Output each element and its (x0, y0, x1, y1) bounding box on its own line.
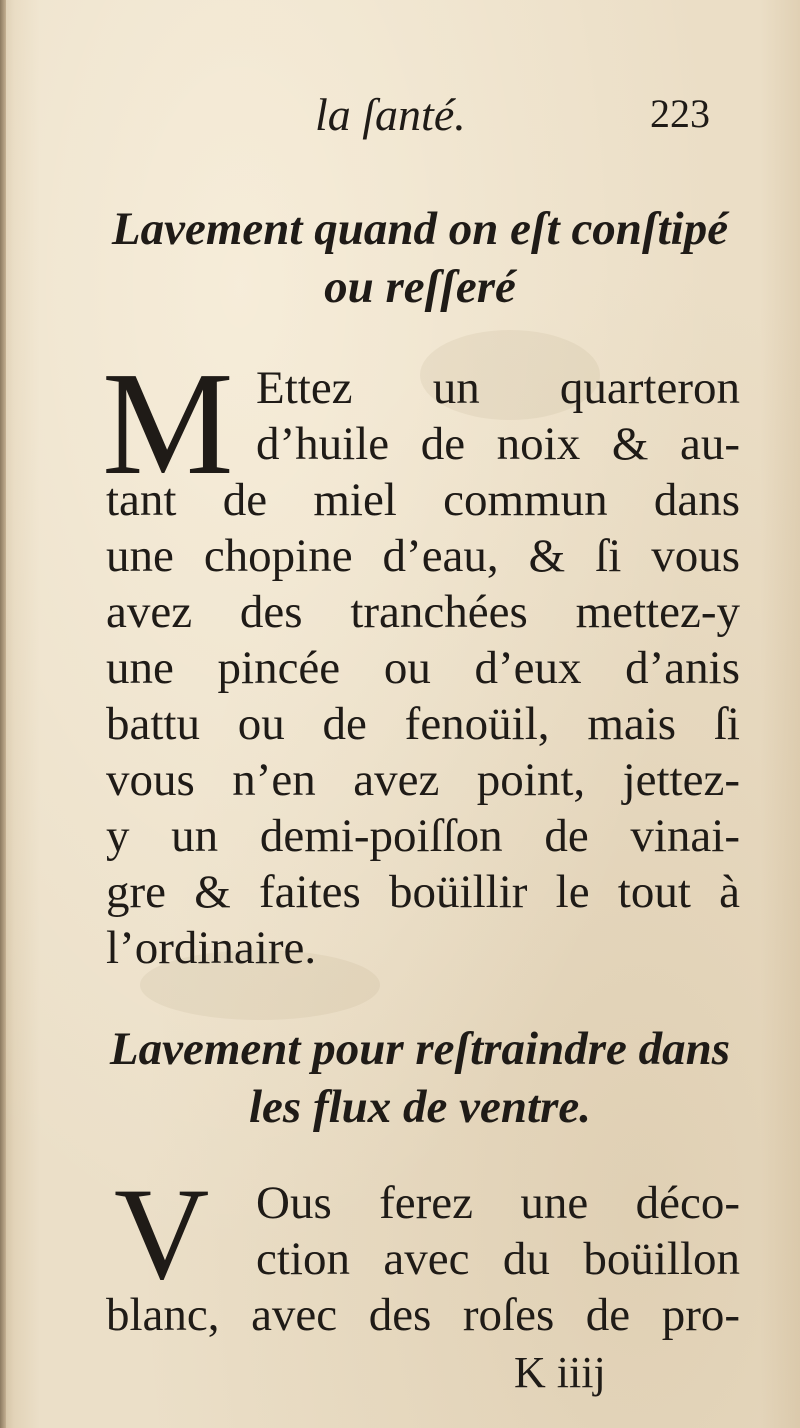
section-heading-constipation (100, 200, 740, 316)
heading-line: Lavement quand on eſt conſtipé (111, 203, 729, 255)
running-head-title: la ſanté. (315, 89, 466, 140)
text-line: une chopine d’eau, & ſi vous (106, 530, 740, 582)
page-number: 223 (650, 91, 710, 136)
text-line: tant de miel commun dans (106, 474, 740, 526)
text-line: y un demi-poiſſon de vinai- (106, 810, 740, 862)
heading-line: Lavement pour reſtraindre dans (109, 1023, 731, 1075)
heading-line: ou reſſeré (324, 261, 516, 313)
text-line: avez des tranchées mettez-y (106, 586, 740, 638)
binding-edge (0, 0, 6, 1428)
drop-cap: M (102, 342, 234, 506)
text-line: une pincée ou d’eux d’anis (106, 642, 740, 694)
text-line: blanc, avec des roſes de pro- (106, 1289, 740, 1341)
text-line: vous n’en avez point, jettez- (106, 754, 740, 806)
text-line: ction avec du boüillon (256, 1233, 740, 1285)
section-heading-flux (100, 1020, 740, 1136)
text-line: battu ou de fenoüil, mais ſi (106, 698, 740, 750)
paragraph-constipation (106, 360, 740, 976)
text-line: d’huile de noix & au- (256, 418, 740, 470)
drop-cap: V (114, 1160, 210, 1307)
heading-line: les flux de ventre. (249, 1081, 591, 1133)
text-line: Ous ferez une déco- (256, 1177, 740, 1229)
running-head (0, 88, 800, 148)
paragraph-flux (106, 1175, 740, 1343)
text-line: Ettez un quarteron (256, 362, 740, 414)
text-line: l’ordinaire. (106, 922, 317, 974)
signature-mark: K iiij (514, 1348, 606, 1397)
text-line: gre & faites boüillir le tout à (106, 866, 740, 918)
